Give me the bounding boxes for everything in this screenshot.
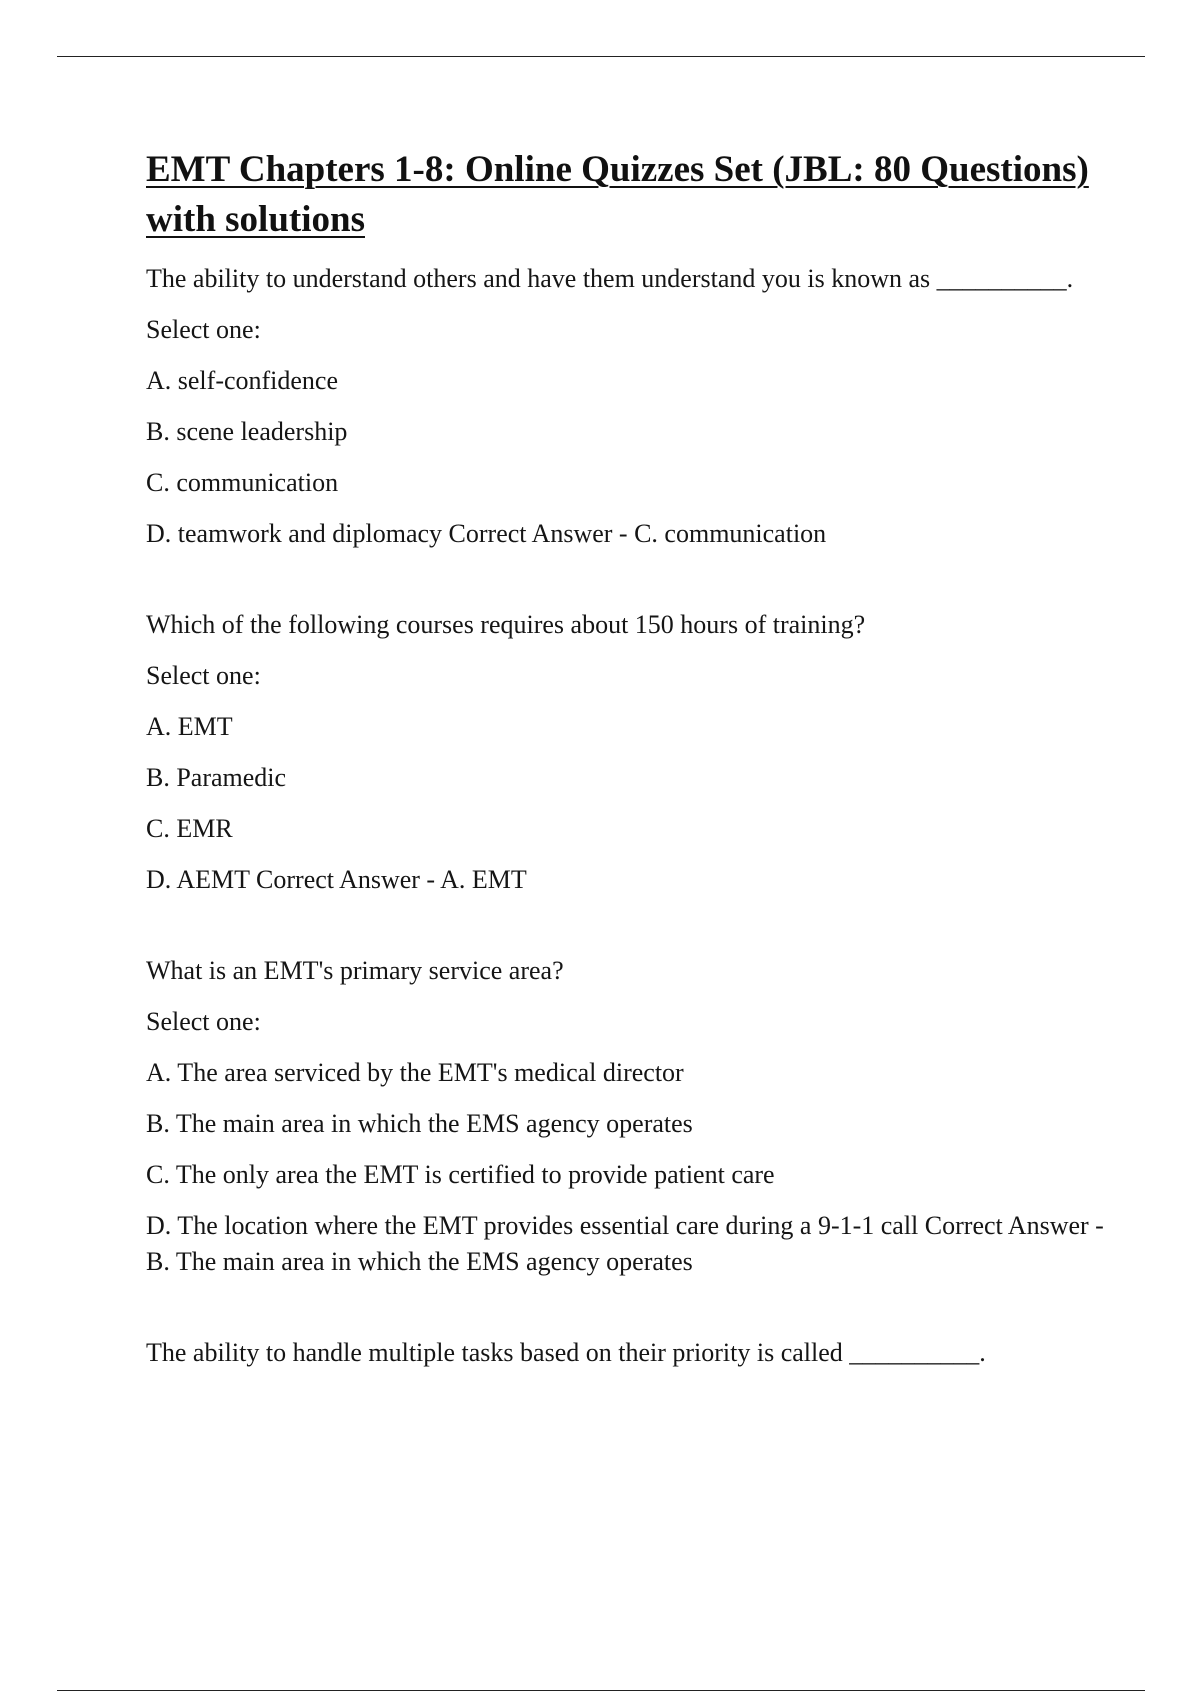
question-1 bbox=[146, 261, 1106, 552]
question-4 bbox=[146, 1335, 1106, 1371]
option-b: B. scene leadership bbox=[146, 417, 348, 446]
option-a: A. self-confidence bbox=[146, 366, 339, 395]
page-content bbox=[146, 145, 1106, 1371]
option-d-with-answer: D. AEMT Correct Answer - A. EMT bbox=[146, 865, 527, 894]
question-stem: The ability to understand others and have them understand you is known as __________. bbox=[146, 264, 1074, 293]
option-b: B. Paramedic bbox=[146, 763, 287, 792]
option-c: C. The only area the EMT is certified to provide patient care bbox=[146, 1160, 775, 1189]
question-prompt: Select one: bbox=[146, 315, 261, 344]
option-c: C. EMR bbox=[146, 814, 233, 843]
question-stem: What is an EMT's primary service area? bbox=[146, 956, 564, 985]
document-title: EMT Chapters 1-8: Online Quizzes Set (JBL: 80 Questions) with solutions bbox=[146, 149, 1089, 240]
option-a: A. EMT bbox=[146, 712, 233, 741]
question-stem: Which of the following courses requires about 150 hours of training? bbox=[146, 610, 866, 639]
header-rule bbox=[57, 56, 1145, 57]
option-b: B. The main area in which the EMS agency operates bbox=[146, 1109, 693, 1138]
question-stem: The ability to handle multiple tasks based on their priority is called __________. bbox=[146, 1338, 986, 1367]
option-d-with-answer: D. teamwork and diplomacy Correct Answer - C. communication bbox=[146, 519, 827, 548]
option-a: A. The area serviced by the EMT's medical director bbox=[146, 1058, 684, 1087]
option-d-with-answer: D. The location where the EMT provides essential care during a 9-1-1 call Correct Answer - B. The main area in which the EMS agency operates bbox=[146, 1211, 1104, 1276]
question-2 bbox=[146, 607, 1106, 898]
question-3 bbox=[146, 953, 1106, 1280]
footer-rule bbox=[57, 1690, 1145, 1691]
question-prompt: Select one: bbox=[146, 1007, 261, 1036]
option-c: C. communication bbox=[146, 468, 339, 497]
question-prompt: Select one: bbox=[146, 661, 261, 690]
